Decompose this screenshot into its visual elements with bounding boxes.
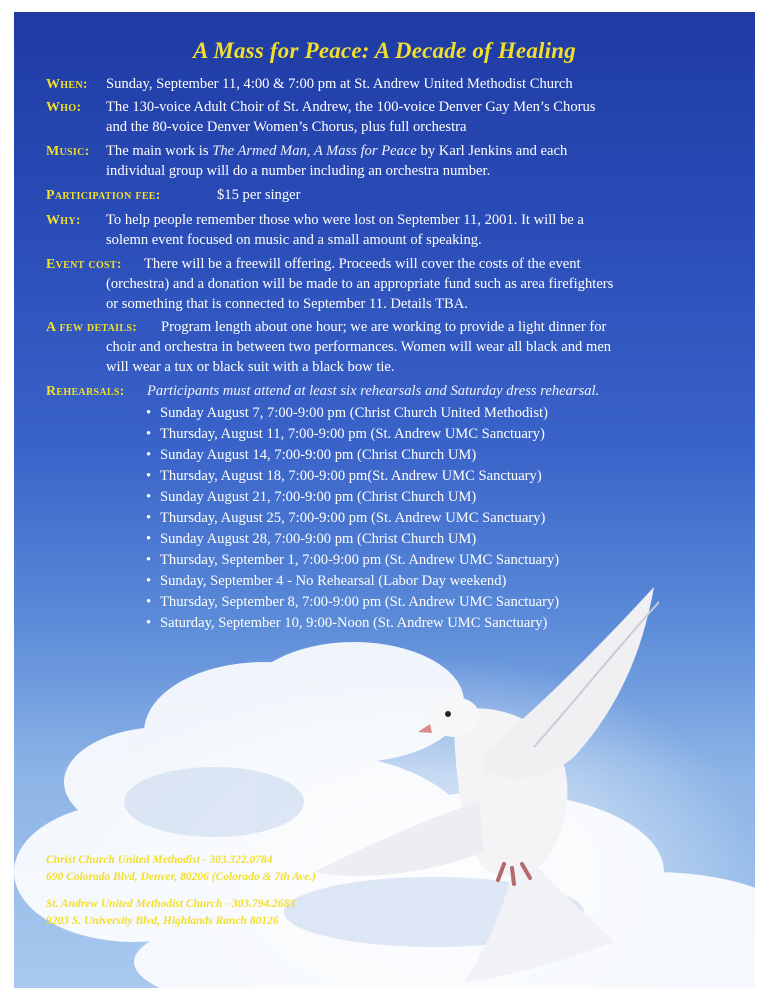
rehearsals-label: Rehearsals:: [46, 384, 125, 399]
contact-name-phone: St. Andrew United Methodist Church - 303.794.2683: [46, 898, 296, 910]
rehearsal-item: • Thursday, September 1, 7:00-9:00 pm (St. Andrew UMC Sanctuary): [146, 550, 559, 571]
cost-text-line3: or something that is connected to September 11. Details TBA.: [106, 296, 468, 312]
music-text-pre: The main work is: [106, 143, 213, 159]
who-label: Who:: [46, 100, 82, 115]
rehearsal-item: • Thursday, August 11, 7:00-9:00 pm (St. Andrew UMC Sanctuary): [146, 424, 559, 445]
who-text-line1: The 130-voice Adult Choir of St. Andrew, the 100-voice Denver Gay Men’s Chorus: [106, 99, 596, 115]
music-work-title: The Armed Man, A Mass for Peace: [212, 143, 417, 159]
contact-christ-church: [46, 852, 316, 886]
cost-label: Event cost:: [46, 257, 122, 272]
details-text-line2: choir and orchestra in between two performances. Women will wear all black and men: [106, 339, 612, 355]
why-text-line2: solemn event focused on music and a small amount of speaking.: [106, 232, 482, 248]
why-label: Why:: [46, 213, 81, 228]
who-text-line2: and the 80-voice Denver Women’s Chorus, plus full orchestra: [106, 119, 467, 135]
music-text-post: by Karl Jenkins and each: [416, 143, 568, 159]
contact-st-andrew: [46, 896, 295, 930]
music-text-line1: [106, 141, 567, 161]
rehearsal-item: • Sunday August 7, 7:00-9:00 pm (Christ Church United Methodist): [146, 403, 559, 424]
flyer: [14, 12, 755, 988]
cost-text-line2: (orchestra) and a donation will be made to an appropriate fund such as area firefighters: [106, 276, 614, 292]
rehearsal-item: • Thursday, September 8, 7:00-9:00 pm (St. Andrew UMC Sanctuary): [146, 592, 559, 613]
why-text-line1: To help people remember those who were lost on September 11, 2001. It will be a: [106, 212, 584, 228]
rehearsal-item: • Saturday, September 10, 9:00-Noon (St. Andrew UMC Sanctuary): [146, 613, 559, 634]
details-text-line3: will wear a tux or black suit with a black bow tie.: [106, 359, 395, 375]
details-label: A few details:: [46, 320, 138, 335]
rehearsal-item: • Sunday, September 4 - No Rehearsal (Labor Day weekend): [146, 571, 559, 592]
fee-text: $15 per singer: [217, 187, 301, 203]
contact-address: 690 Colorado Blvd, Denver, 80206 (Colorado & 7th Ave.): [46, 871, 316, 883]
rehearsal-list: [146, 403, 559, 634]
music-label: Music:: [46, 144, 90, 159]
rehearsal-item: • Thursday, August 18, 7:00-9:00 pm(St. Andrew UMC Sanctuary): [146, 466, 559, 487]
fee-label: Participation fee:: [46, 188, 161, 203]
music-text-line2: individual group will do a number including an orchestra number.: [106, 163, 491, 179]
contact-address: 9203 S. University Blvd, Highlands Ranch 80126: [46, 915, 279, 927]
when-text: Sunday, September 11, 4:00 & 7:00 pm at St. Andrew United Methodist Church: [106, 76, 573, 92]
contact-name-phone: Christ Church United Methodist - 303.322.0784: [46, 854, 273, 866]
rehearsal-item: • Sunday August 21, 7:00-9:00 pm (Christ Church UM): [146, 487, 559, 508]
rehearsal-item: • Sunday August 28, 7:00-9:00 pm (Christ Church UM): [146, 529, 559, 550]
rehearsal-item: • Sunday August 14, 7:00-9:00 pm (Christ Church UM): [146, 445, 559, 466]
rehearsal-item: • Thursday, August 25, 7:00-9:00 pm (St. Andrew UMC Sanctuary): [146, 508, 559, 529]
details-text-line1: Program length about one hour; we are working to provide a light dinner for: [161, 319, 607, 335]
cost-text-line1: There will be a freewill offering. Proceeds will cover the costs of the event: [144, 256, 581, 272]
rehearsals-note: Participants must attend at least six rehearsals and Saturday dress rehearsal.: [147, 383, 600, 399]
when-label: When:: [46, 77, 88, 92]
flyer-title: A Mass for Peace: A Decade of Healing: [193, 38, 576, 63]
